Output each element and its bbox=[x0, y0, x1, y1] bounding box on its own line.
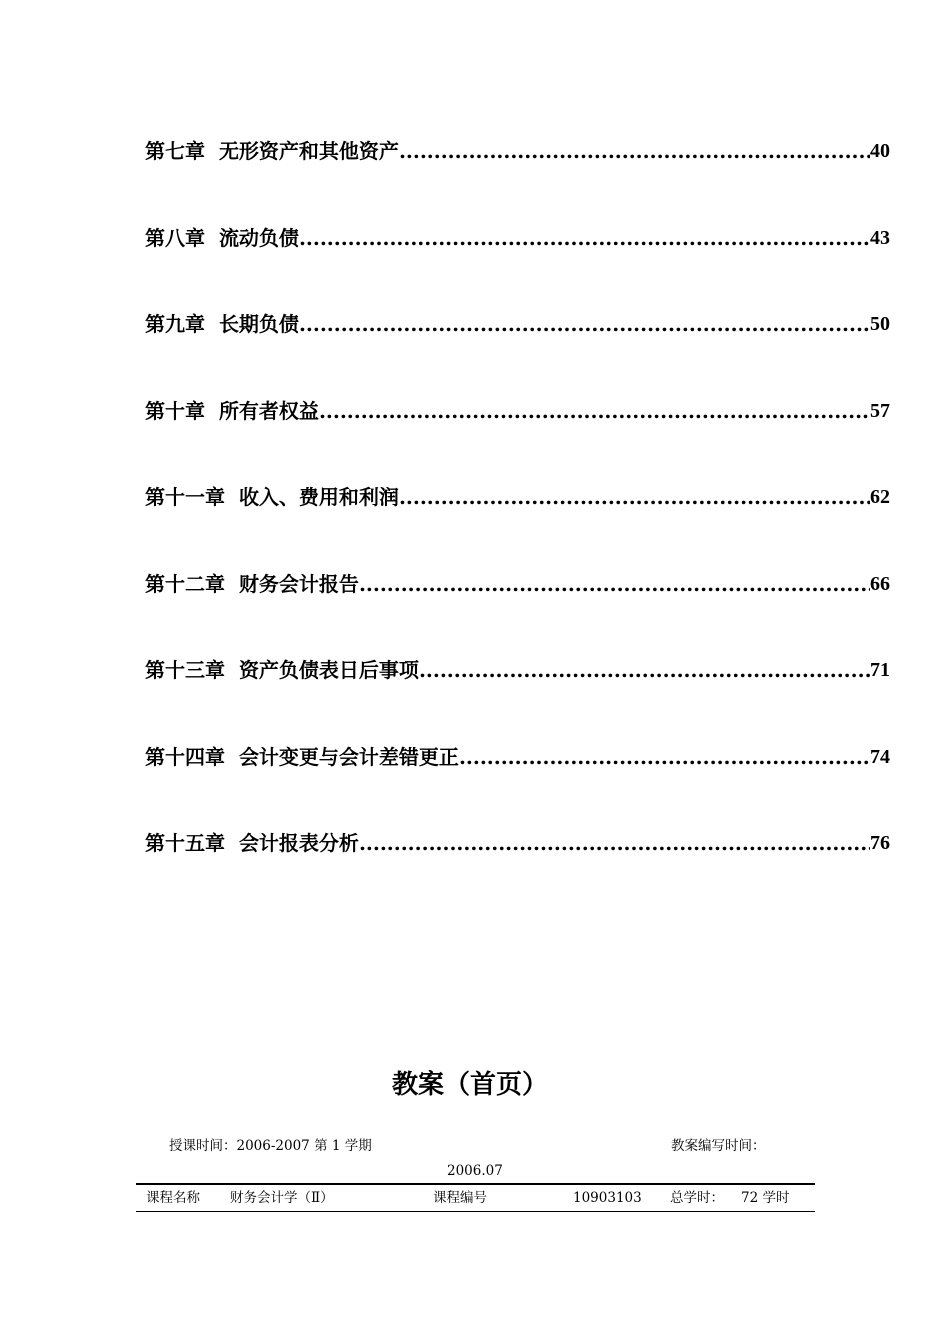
course-code-value: 10903103 bbox=[573, 1190, 642, 1206]
toc-dot-leader bbox=[359, 825, 870, 861]
toc-entry-chapter-9[interactable] bbox=[145, 306, 890, 342]
lesson-plan-title: 教案（首页） bbox=[391, 1070, 548, 1100]
toc-entry-chapter-14[interactable] bbox=[145, 739, 890, 775]
toc-page-number: 57 bbox=[870, 399, 890, 422]
toc-entry-title: 第八章 流动负债 bbox=[145, 220, 299, 256]
toc-dot-leader bbox=[299, 220, 870, 256]
toc-entry-chapter-12[interactable] bbox=[145, 566, 890, 602]
toc-dot-leader bbox=[319, 393, 870, 429]
writing-time-label: 教案编写时间： bbox=[671, 1138, 766, 1154]
total-hours-value: 72 学时 bbox=[741, 1190, 790, 1206]
table-of-contents bbox=[145, 133, 890, 912]
teaching-time: 授课时间：2006-2007 第 1 学期 bbox=[169, 1138, 372, 1154]
course-name-label: 课程名称 bbox=[146, 1190, 200, 1206]
toc-entry-chapter-10[interactable] bbox=[145, 393, 890, 429]
toc-dot-leader bbox=[419, 652, 870, 688]
toc-entry-chapter-11[interactable] bbox=[145, 479, 890, 515]
toc-entry-chapter-15[interactable] bbox=[145, 825, 890, 861]
toc-page-number: 43 bbox=[870, 226, 890, 249]
toc-entry-title: 第十四章 会计变更与会计差错更正 bbox=[145, 739, 459, 775]
toc-dot-leader bbox=[299, 306, 870, 342]
toc-page-number: 74 bbox=[870, 745, 890, 768]
toc-entry-title: 第十章 所有者权益 bbox=[145, 393, 319, 429]
toc-page-number: 40 bbox=[870, 140, 890, 162]
course-name-value: 财务会计学（Ⅱ） bbox=[230, 1190, 334, 1206]
toc-page-number: 76 bbox=[870, 832, 890, 854]
toc-entry-title: 第七章 无形资产和其他资产 bbox=[145, 133, 399, 169]
course-code-label: 课程编号 bbox=[433, 1190, 487, 1206]
toc-page-number: 66 bbox=[870, 572, 890, 595]
toc-entry-chapter-8[interactable] bbox=[145, 220, 890, 256]
toc-entry-title: 第十一章 收入、费用和利润 bbox=[145, 479, 399, 515]
toc-dot-leader bbox=[459, 739, 870, 775]
toc-entry-chapter-13[interactable] bbox=[145, 652, 890, 688]
toc-dot-leader bbox=[399, 479, 870, 515]
toc-page-number: 50 bbox=[870, 313, 890, 335]
toc-dot-leader bbox=[359, 566, 870, 602]
toc-entry-title: 第十三章 资产负债表日后事项 bbox=[145, 652, 419, 688]
toc-entry-title: 第九章 长期负债 bbox=[145, 306, 299, 342]
writing-time-value: 2006.07 bbox=[447, 1163, 503, 1179]
toc-entry-chapter-7[interactable] bbox=[145, 133, 890, 169]
total-hours-label: 总学时： bbox=[670, 1190, 724, 1206]
toc-entry-title: 第十五章 会计报表分析 bbox=[145, 825, 359, 861]
course-info-row bbox=[136, 1183, 815, 1212]
toc-page-number: 62 bbox=[870, 486, 890, 508]
toc-dot-leader bbox=[399, 133, 870, 169]
toc-entry-title: 第十二章 财务会计报告 bbox=[145, 566, 359, 602]
toc-page-number: 71 bbox=[870, 659, 890, 681]
